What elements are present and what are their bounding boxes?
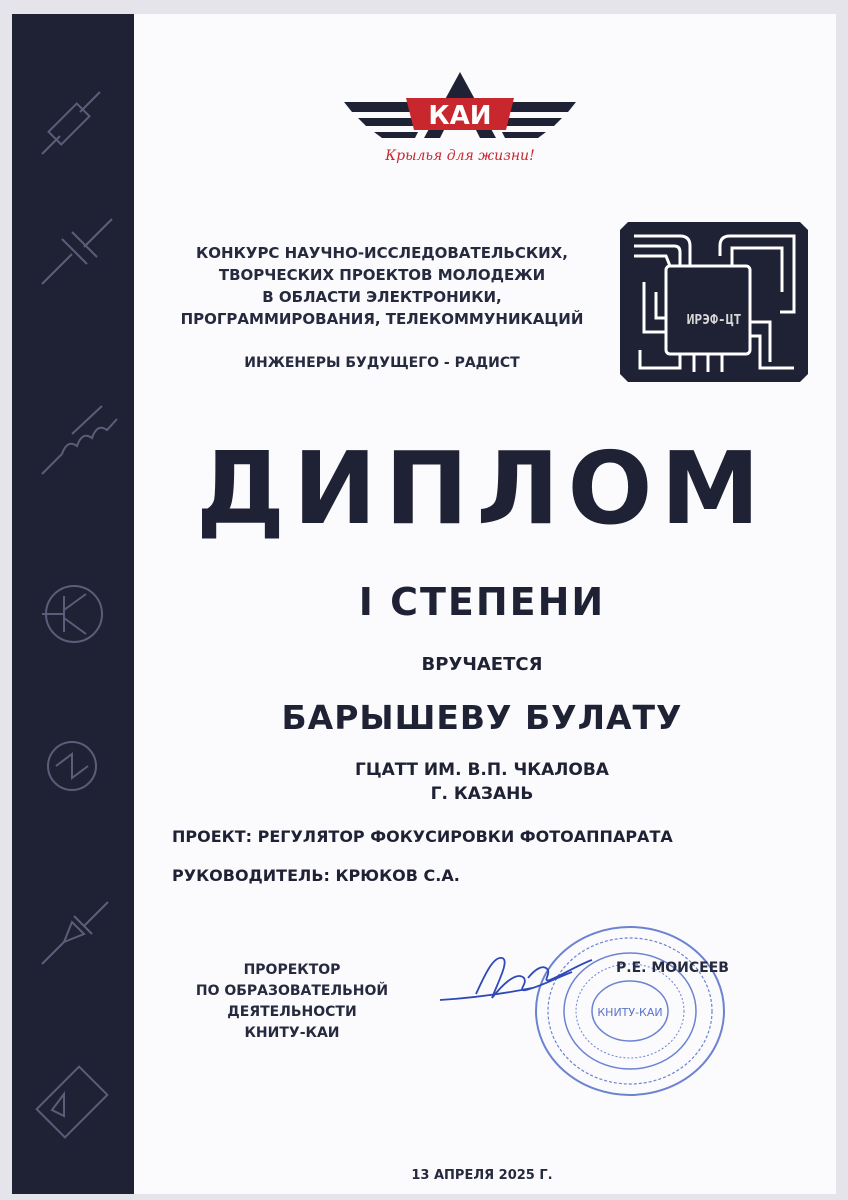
organization-city: Г. КАЗАНЬ [430, 784, 534, 804]
signer-name: Р.Е. МОИСЕЕВ [616, 960, 729, 976]
contest-line: КОНКУРС НАУЧНО-ИССЛЕДОВАТЕЛЬСКИХ, [196, 244, 568, 262]
chip-label: ИРЭФ-ЦТ [686, 313, 742, 328]
contest-line: В ОБЛАСТИ ЭЛЕКТРОНИКИ, [262, 288, 502, 306]
signer-position [192, 960, 392, 1044]
circuit-symbols-icon [12, 14, 134, 1194]
diploma-degree: I СТЕПЕНИ [358, 580, 606, 624]
signer-post-line: ПРОРЕКТОР [243, 962, 341, 978]
organization-name: ГЦАТТ ИМ. В.П. ЧКАЛОВА [355, 760, 609, 780]
supervisor-line: РУКОВОДИТЕЛЬ: КРЮКОВ С.А. [172, 866, 460, 885]
signer-post-line: ДЕЯТЕЛЬНОСТИ [227, 1004, 357, 1020]
contest-title [142, 242, 622, 330]
project-line: ПРОЕКТ: РЕГУЛЯТОР ФОКУСИРОВКИ ФОТОАППАРАТА [172, 827, 673, 846]
kai-logo [340, 68, 580, 180]
issue-date: 13 АПРЕЛЯ 2025 Г. [411, 1168, 553, 1183]
signer-post-line: КНИТУ-КАИ [244, 1025, 340, 1041]
recipient-name: БАРЫШЕВУ БУЛАТУ [281, 698, 683, 737]
logo-slogan: Крылья для жизни! [385, 148, 535, 164]
stamp-center-text: КНИТУ-КАИ [597, 1006, 663, 1019]
diploma-title: ДИПЛОМ [195, 430, 769, 547]
recipient-organization [142, 758, 822, 806]
handwritten-signature [432, 942, 602, 1022]
logo-brand-text: КАИ [428, 101, 492, 131]
contest-line: ПРОГРАММИРОВАНИЯ, ТЕЛЕКОММУНИКАЦИЙ [180, 310, 584, 328]
contest-line: ТВОРЧЕСКИХ ПРОЕКТОВ МОЛОДЕЖИ [218, 266, 546, 284]
awarded-label: ВРУЧАЕТСЯ [421, 654, 543, 675]
diploma-page [12, 14, 836, 1194]
circuit-board-icon [620, 222, 808, 382]
decorative-sidebar [12, 14, 134, 1194]
signer-post-line: ПО ОБРАЗОВАТЕЛЬНОЙ [195, 983, 389, 999]
contest-subtitle: ИНЖЕНЕРЫ БУДУЩЕГО - РАДИСТ [244, 355, 520, 371]
chip-logo [620, 222, 808, 382]
